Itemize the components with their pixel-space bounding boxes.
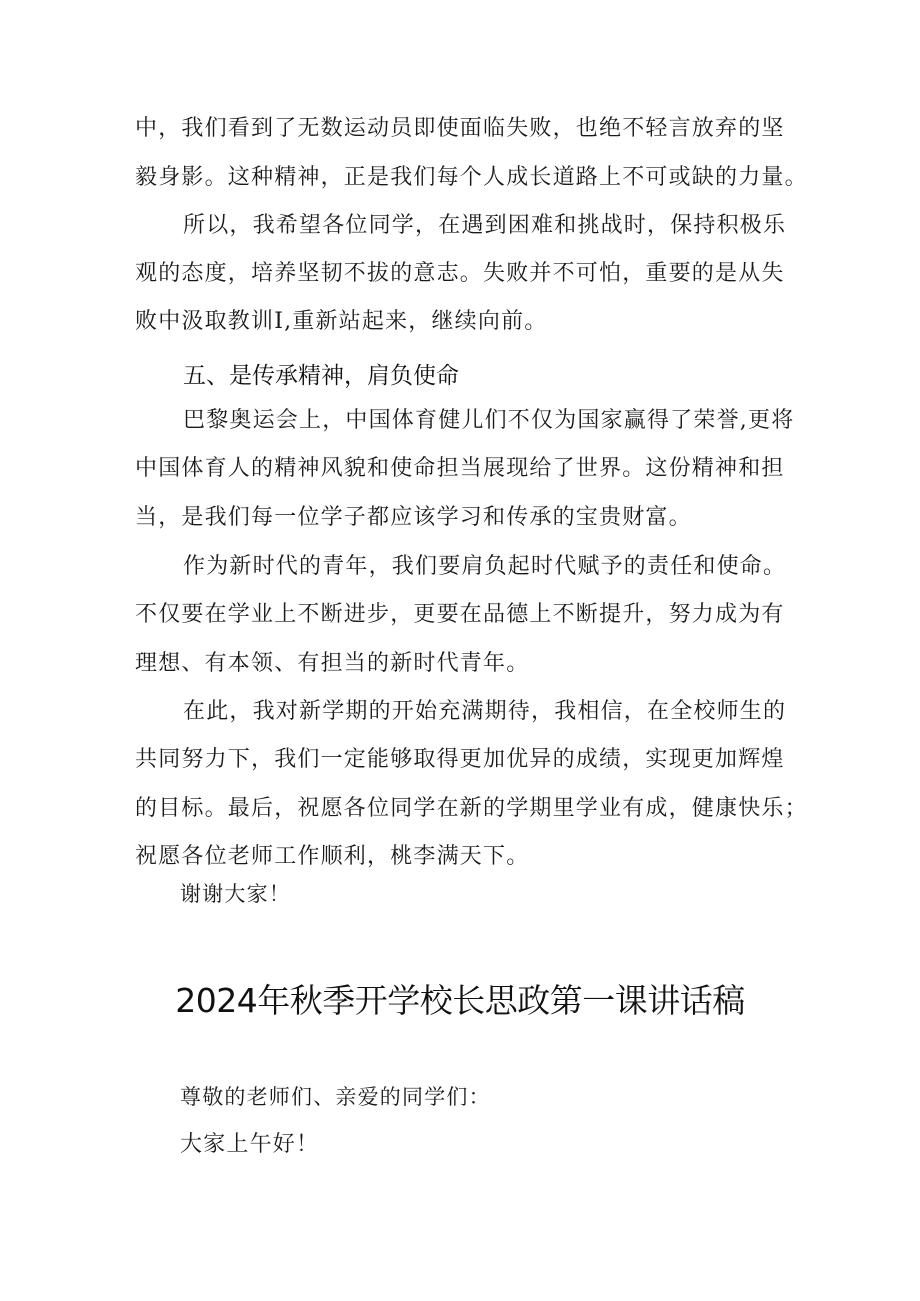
greeting-line: 大家上午好！ — [180, 1132, 320, 1157]
text-line: 的目标。最后，祝愿各位同学在新的学期里学业有成，健康快乐； — [135, 796, 808, 821]
text-line: 中，我们看到了无数运动员即使面临失败，也绝不轻言放弃的坚 — [135, 116, 785, 141]
salutation-line: 尊敬的老师们、亲爱的同学们： — [180, 1085, 491, 1109]
text-line: 所以，我希望各位同学，在遇到困难和挑战时，保持积极乐 — [183, 213, 787, 238]
text-line: 当，是我们每一位学子都应该学习和传承的宝贵财富。 — [135, 505, 692, 530]
text-line: 巴黎奥运会上，中国体育健儿们不仅为国家赢得了荣誉,更将 — [183, 408, 795, 433]
text-line: 理想、有本领、有担当的新时代青年。 — [135, 651, 530, 676]
text-line: 祝愿各位老师工作顺利，桃李满天下。 — [135, 844, 530, 869]
text-line: 共同努力下，我们一定能够取得更加优异的成绩，实现更加辉煌 — [135, 747, 785, 772]
text-line: 不仅要在学业上不断进步，更要在品德上不断提升，努力成为有 — [135, 602, 785, 627]
text-line: 在此，我对新学期的开始充满期待，我相信，在全校师生的 — [183, 699, 787, 724]
speech-title: 2024年秋季开学校长思政第一课讲话稿 — [175, 981, 745, 1020]
text-line: 中国体育人的精神风貌和使命担当展现给了世界。这份精神和担 — [135, 456, 785, 481]
text-line: 毅身影。这种精神，正是我们每个人成长道路上不可或缺的力量。 — [135, 165, 808, 190]
section-heading: 五、是传承精神，肩负使命 — [183, 363, 459, 389]
text-line: 作为新时代的青年，我们要肩负起时代赋予的责任和使命。 — [183, 554, 787, 579]
text-line: 败中汲取教训I,重新站起来，继续向前。 — [135, 309, 548, 334]
text-line: 观的态度，培养坚韧不拔的意志。失败并不可怕，重要的是从失 — [135, 261, 785, 286]
thanks-line: 谢谢大家！ — [180, 882, 291, 906]
